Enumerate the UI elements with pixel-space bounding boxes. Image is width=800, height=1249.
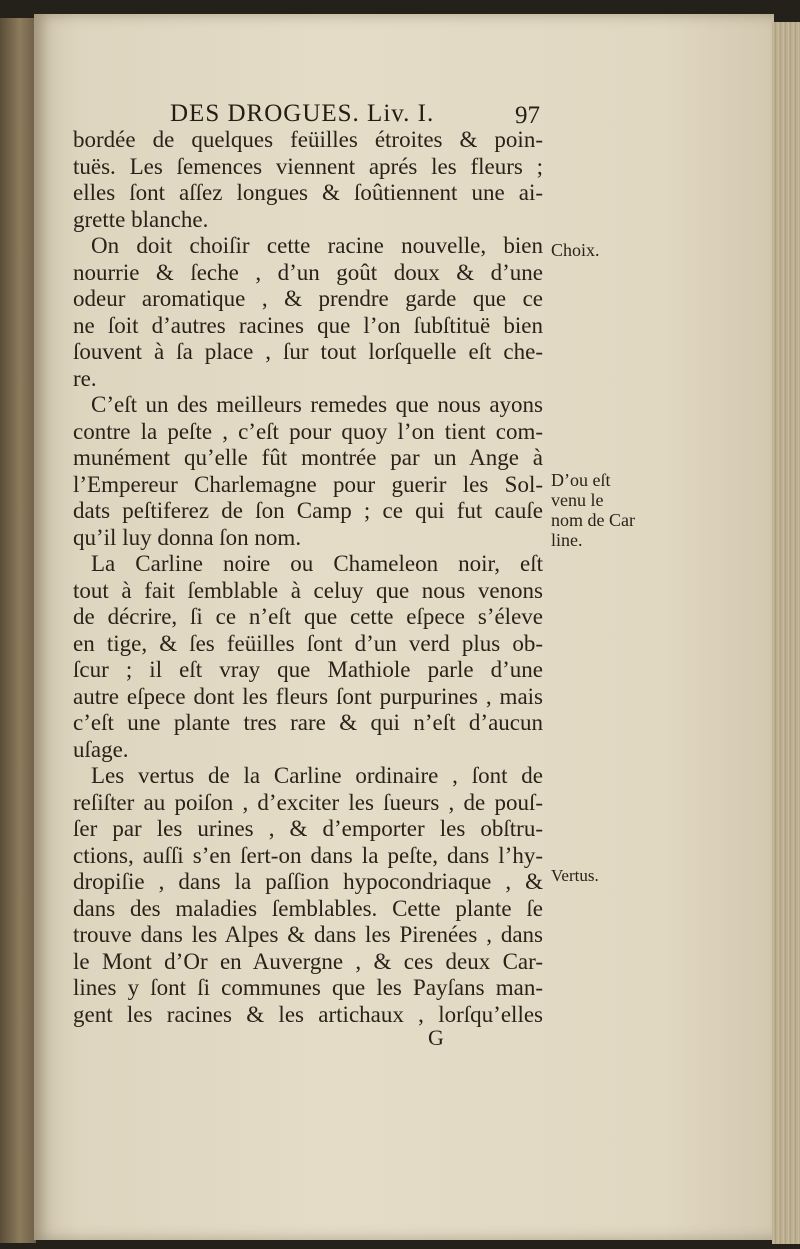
margin-note-line: D’ou eſt [551,470,611,490]
margin-note-line: line. [551,530,583,550]
text-line: ſouvent à ſa place , ſur tout lorſquelle eſt che- [73,339,543,364]
text-line: dans des maladies ſemblables. Cette plante ſe [73,895,543,921]
page-number: 97 [515,102,540,129]
text-line: elles ſont aſſez longues & ſoûtiennent une ai- [73,180,543,205]
text-line: tuës. Les ſemences viennent aprés les fleurs ; [73,153,543,179]
text-line: de décrire, ſi ce n’eſt que cette eſpece s’éleve [73,604,543,629]
previous-page-edge [0,18,36,1243]
text-line: c’eſt une plante tres rare & qui n’eſt d’aucun [73,710,543,735]
text-line: gent les racines & les artichaux , lorſqu’elles [73,1001,543,1027]
text-line: ſcur ; il eſt vray que Mathiole parle d’une [73,657,543,682]
text-line: munément qu’elle fût montrée par un Ange à [73,445,543,470]
page-stack-edges [772,22,800,1244]
text-line: tout à fait ſemblable à celuy que nous venons [73,577,543,603]
margin-note-choix: Choix. [551,240,600,260]
text-line: trouve dans les Alpes & dans les Pirenées , dans [73,922,543,947]
margin-note-vertus: Vertus. [551,866,599,885]
text-line: ctions, auſſi s’en ſert-on dans la peſte, dans l’hy- [73,842,543,868]
text-line: grette blanche. [73,206,209,232]
text-line: ne ſoit d’autres racines que l’on ſubſtituë bien [73,312,543,338]
text-line: autre eſpece dont les fleurs ſont purpurines , mais [73,683,543,709]
running-title: DES DROGUES. Liv. I. [170,100,435,127]
text-line: lines y ſont ſi communes que les Payſans man- [73,975,543,1000]
text-line: contre la peſte , c’eſt pour quoy l’on tient com- [73,418,543,444]
text-line: uſage. [73,736,129,762]
text-line: re. [73,365,97,391]
body-text [73,127,543,1028]
margin-note-line: nom de Car [551,510,635,530]
text-line: ſer par les urines , & d’emporter les obſtru- [73,816,543,841]
signature-mark: G [428,1025,444,1050]
text-line: La Carline noire ou Chameleon noir, eſt [91,551,543,576]
text-line: le Mont d’Or en Auvergne , & ces deux Car- [73,948,543,974]
text-line: dropiſie , dans la paſſion hypocondriaque , & [73,869,543,894]
text-line: odeur aromatique , & prendre garde que ce [73,286,543,311]
text-line: Les vertus de la Carline ordinaire , ſont de [91,763,543,788]
text-line: dats peſtiferez de ſon Camp ; ce qui fut cauſe [73,498,543,523]
text-line: qu’il luy donna ſon nom. [73,524,302,550]
text-line: reſiſter au poiſon , d’exciter les ſueurs , de pouſ- [73,789,543,815]
margin-note-origin-of-name [551,470,661,550]
text-line: On doit choiſir cette racine nouvelle, bien [91,233,543,258]
text-line: en tige, & ſes feüilles ſont d’un verd plus ob- [73,630,543,656]
text-line: l’Empereur Charlemagne pour guerir les Sol- [73,471,543,497]
margin-note-line: venu le [551,490,604,510]
running-header [170,100,550,128]
text-line: bordée de quelques feüilles étroites & poin- [73,127,543,152]
text-line: C’eſt un des meilleurs remedes que nous ayons [91,392,543,417]
text-line: nourrie & ſeche , d’un goût doux & d’une [73,259,543,285]
